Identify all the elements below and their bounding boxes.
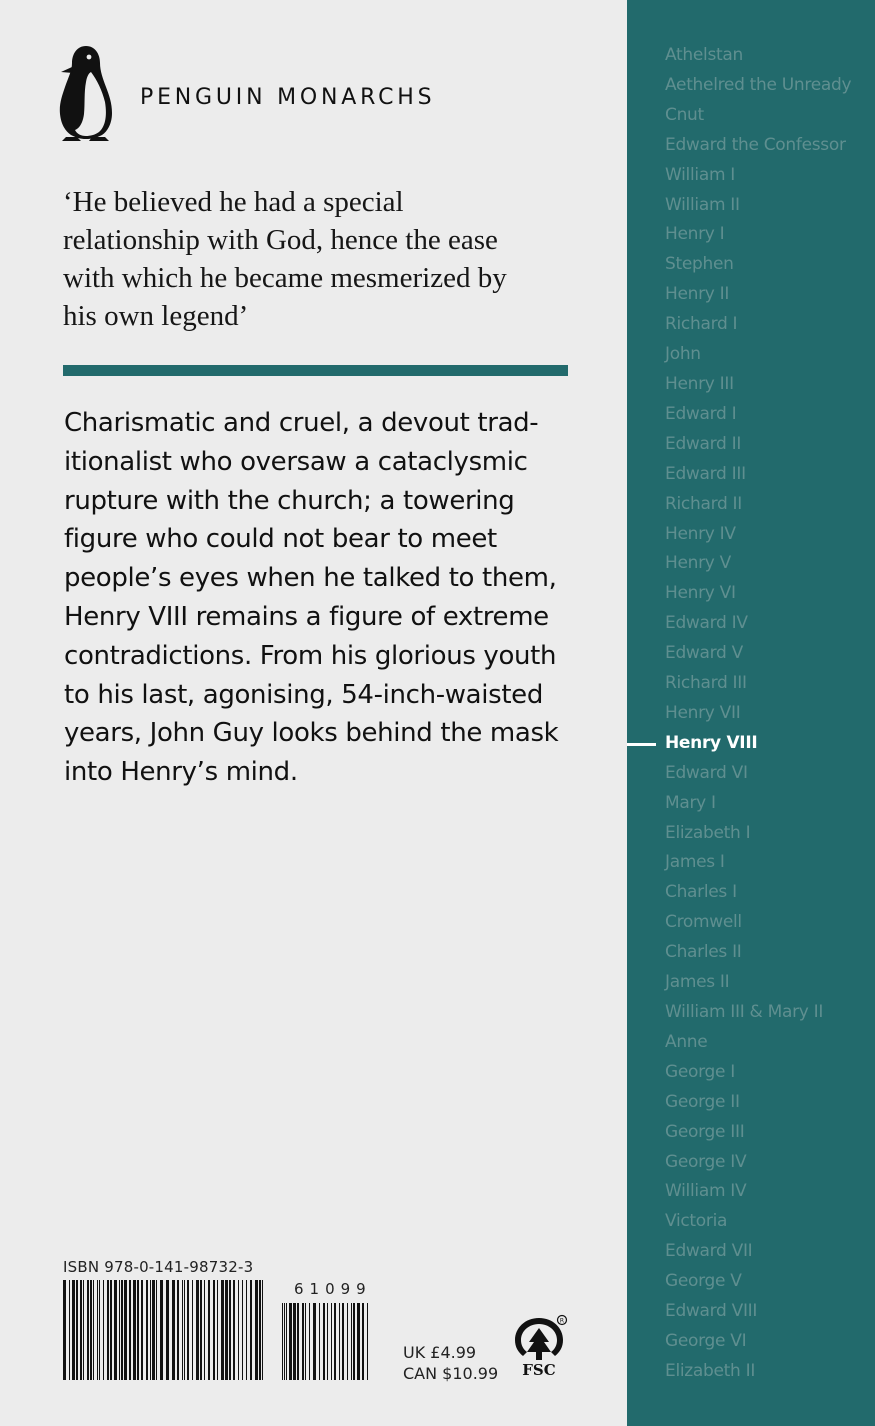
barcode-bar <box>150 1280 151 1380</box>
barcode-bar <box>146 1280 148 1380</box>
barcode-bar <box>166 1280 169 1380</box>
barcode-bar <box>213 1280 215 1380</box>
quote-line: relationship with God, hence the ease <box>63 224 498 256</box>
barcode-bar <box>246 1280 247 1380</box>
monarch-item: George V <box>665 1271 742 1292</box>
barcode-bar <box>334 1303 336 1380</box>
barcode-bar <box>289 1303 292 1380</box>
isbn-label: ISBN 978-0-141-98732-3 <box>63 1258 254 1276</box>
barcode-bar <box>172 1280 175 1380</box>
monarch-item: Edward III <box>665 463 746 484</box>
barcode-bar <box>238 1280 239 1380</box>
monarch-item: George II <box>665 1091 740 1112</box>
monarch-item: Henry IV <box>665 523 736 544</box>
barcode-bar <box>63 1280 66 1380</box>
barcode-bar <box>233 1280 235 1380</box>
monarch-item: Elizabeth I <box>665 822 751 843</box>
penguin-logo-icon <box>57 44 115 142</box>
price-uk: UK £4.99 <box>403 1343 477 1362</box>
monarch-item: Charles I <box>665 882 737 903</box>
monarch-item: Edward VI <box>665 762 748 783</box>
barcode-bar <box>357 1303 360 1380</box>
monarch-item: Edward VII <box>665 1241 753 1262</box>
monarch-item: Edward IV <box>665 613 748 634</box>
monarch-item: Edward II <box>665 433 742 454</box>
barcode-bar <box>137 1280 139 1380</box>
barcode-bar <box>192 1280 193 1380</box>
monarch-item-current: Henry VIII <box>665 732 758 753</box>
barcode-supplement-number: 61099 <box>294 1280 372 1298</box>
barcode-bar <box>187 1280 189 1380</box>
barcode-bar <box>362 1303 364 1380</box>
monarch-item: Elizabeth II <box>665 1360 756 1381</box>
barcode-bar <box>177 1280 179 1380</box>
monarch-item: William IV <box>665 1181 747 1202</box>
blurb-line: people’s eyes when he talked to them, <box>64 563 557 594</box>
barcode-bar <box>221 1280 224 1380</box>
current-monarch-marker <box>627 743 656 746</box>
series-title: PENGUIN MONARCHS <box>140 85 436 110</box>
blurb-line: rupture with the church; a towering <box>64 485 515 516</box>
blurb-line: into Henry’s mind. <box>64 757 298 788</box>
barcode-bar <box>367 1303 368 1380</box>
prices <box>403 1342 498 1384</box>
blurb-line: years, John Guy looks behind the mask <box>64 718 559 749</box>
barcode-bar <box>90 1280 92 1380</box>
barcode-bar <box>319 1303 320 1380</box>
monarch-list <box>665 41 870 1387</box>
fsc-label: FSC <box>522 1361 556 1379</box>
barcode-bar <box>141 1280 143 1380</box>
barcode-bar <box>107 1280 109 1380</box>
blurb <box>64 404 604 792</box>
barcode-bar <box>196 1280 199 1380</box>
barcode-bar <box>353 1303 355 1380</box>
barcode-bar <box>282 1303 283 1380</box>
barcode-bar <box>284 1303 285 1380</box>
divider-rule <box>63 365 568 376</box>
barcode-bar <box>76 1280 78 1380</box>
barcode-bar <box>255 1280 258 1380</box>
quote-line: his own legend’ <box>63 300 249 332</box>
monarch-item: Henry II <box>665 284 730 305</box>
monarch-item: Athelstan <box>665 45 743 65</box>
barcode-bar <box>200 1280 202 1380</box>
barcode-bar <box>323 1303 325 1380</box>
barcode-bar <box>351 1303 352 1380</box>
monarch-item: Aethelred the Unready <box>665 74 852 95</box>
monarch-item: Charles II <box>665 942 742 963</box>
monarch-item: Edward V <box>665 643 743 664</box>
monarch-item: Cromwell <box>665 912 742 933</box>
price-can: CAN $10.99 <box>403 1364 499 1383</box>
barcode-bar <box>97 1280 98 1380</box>
barcode-bar <box>99 1280 100 1380</box>
barcode-bar <box>72 1280 75 1380</box>
monarch-item: Victoria <box>665 1211 728 1232</box>
monarch-item: James I <box>665 852 725 873</box>
barcode-bar <box>204 1280 205 1380</box>
barcode-bar <box>80 1280 82 1380</box>
monarch-item: George IV <box>665 1151 747 1172</box>
blurb-line: Henry VIII remains a figure of extreme <box>64 601 549 632</box>
barcode-bar <box>160 1280 163 1380</box>
monarch-item: Henry VII <box>665 702 741 723</box>
barcode-bar <box>152 1280 155 1380</box>
barcode-bar <box>305 1303 306 1380</box>
barcode-bar <box>342 1303 344 1380</box>
barcode-bar <box>309 1303 310 1380</box>
blurb-line: contradictions. From his glorious youth <box>64 640 557 671</box>
monarch-item: William III & Mary II <box>665 1002 824 1022</box>
barcode-bar <box>129 1280 131 1380</box>
barcode-bar <box>110 1280 112 1380</box>
barcode-bar <box>225 1280 228 1380</box>
monarch-item: Henry VI <box>665 583 736 604</box>
pull-quote <box>63 183 583 335</box>
barcode-bar <box>293 1303 296 1380</box>
barcode-bar <box>93 1280 94 1380</box>
barcode-bar <box>313 1303 316 1380</box>
barcode-bar <box>217 1280 218 1380</box>
quote-line: with which he became mesmerized by <box>63 262 507 294</box>
svg-text:R: R <box>559 1317 565 1325</box>
barcode-bar <box>114 1280 117 1380</box>
monarch-item: Henry III <box>665 373 734 394</box>
barcode-bar <box>133 1280 136 1380</box>
barcode-bar <box>182 1280 183 1380</box>
blurb-line: Charismatic and cruel, a devout trad- <box>64 408 539 438</box>
barcode-bar <box>121 1280 123 1380</box>
barcode-bar <box>259 1280 261 1380</box>
monarch-item: Cnut <box>665 104 704 125</box>
monarch-item: Edward the Confessor <box>665 134 846 155</box>
barcode-bar <box>69 1280 70 1380</box>
barcode-bar <box>242 1280 243 1380</box>
blurb-line: figure who could not bear to meet <box>64 524 497 555</box>
barcode-bar <box>262 1280 263 1380</box>
fsc-logo-icon <box>509 1314 569 1380</box>
barcode-bar <box>347 1303 348 1380</box>
monarch-item: George III <box>665 1121 745 1142</box>
monarch-item: Anne <box>665 1031 708 1052</box>
barcode-bar <box>119 1280 120 1380</box>
monarch-item: Richard II <box>665 493 742 514</box>
barcode-bar <box>302 1303 304 1380</box>
monarch-item: Richard III <box>665 673 747 694</box>
supplement-barcode <box>282 1303 370 1380</box>
barcode-bar <box>184 1280 185 1380</box>
blurb-line: to his last, agonising, 54-inch-waisted <box>64 679 543 710</box>
monarch-item: William I <box>665 164 736 185</box>
monarch-item: Mary I <box>665 792 716 813</box>
barcode-bar <box>327 1303 328 1380</box>
barcode-bar <box>83 1280 84 1380</box>
barcode-bar <box>229 1280 231 1380</box>
monarch-item: Richard I <box>665 314 738 335</box>
quote-line: ‘He believed he had a special <box>63 186 404 218</box>
monarch-item: George VI <box>665 1330 747 1351</box>
monarch-item: William II <box>665 194 740 215</box>
blurb-line: itionalist who oversaw a cataclysmic <box>64 446 528 477</box>
barcode-bar <box>156 1280 157 1380</box>
monarch-item: Edward VIII <box>665 1301 758 1322</box>
monarch-item: John <box>665 344 701 365</box>
barcode-bar <box>297 1303 299 1380</box>
isbn-barcode <box>63 1280 263 1380</box>
monarch-item: Edward I <box>665 403 737 424</box>
barcode-bar <box>250 1280 252 1380</box>
barcode-bar <box>286 1303 287 1380</box>
monarch-item: Henry V <box>665 553 731 574</box>
barcode-bar <box>87 1280 89 1380</box>
barcode-bar <box>339 1303 340 1380</box>
monarch-item: Stephen <box>665 254 734 275</box>
barcode-bar <box>124 1280 127 1380</box>
monarch-item: George I <box>665 1061 735 1082</box>
monarch-item: Henry I <box>665 224 725 245</box>
barcode-bar <box>331 1303 332 1380</box>
barcode-bar <box>103 1280 104 1380</box>
barcode-bar <box>208 1280 210 1380</box>
monarch-item: James II <box>665 972 730 993</box>
